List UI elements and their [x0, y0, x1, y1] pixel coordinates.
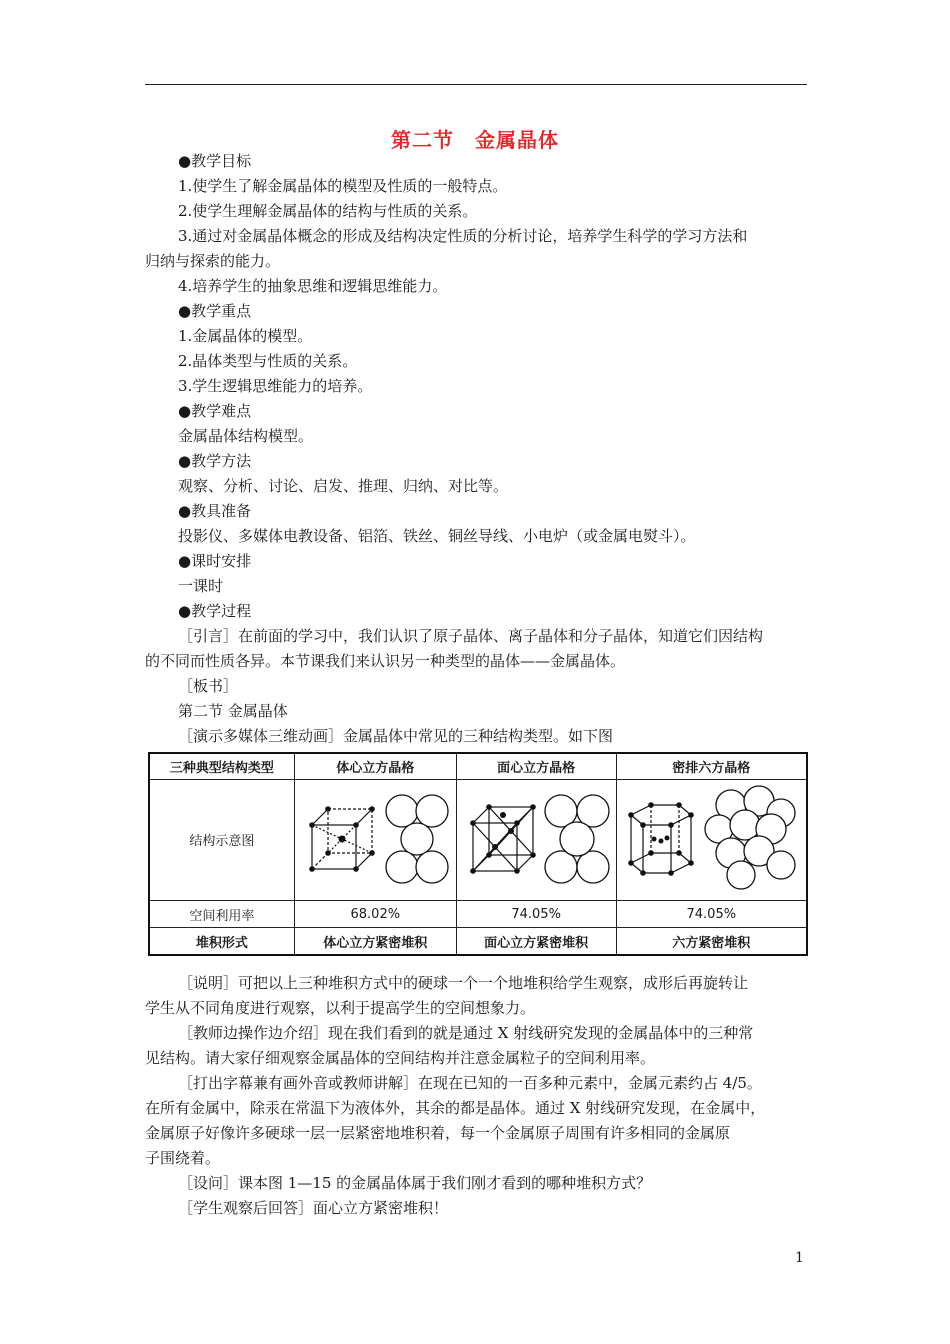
header-hcp: 密排六方晶格: [616, 753, 807, 779]
keypoint-2: 2.晶体类型与性质的关系。: [178, 352, 358, 370]
page-title: 第二节 金属晶体: [391, 128, 559, 152]
demo-text: ［演示多媒体三维动画］金属晶体中常见的三种结构类型。如下图: [178, 727, 614, 745]
caption-line-3: 金属原子好像许多硬球一层一层紧密地堆积着，每一个金属原子周围有许多相同的金属原: [145, 1124, 731, 1142]
heading-methods: ●教学方法: [178, 452, 252, 470]
packing-hcp: 六方紧密堆积: [616, 928, 807, 955]
heading-process: ●教学过程: [178, 602, 252, 620]
rate-hcp: 74.05%: [616, 900, 807, 927]
keypoint-1: 1.金属晶体的模型。: [178, 327, 313, 345]
teacher-line-1: ［教师边操作边介绍］现在我们看到的就是通过 X 射线研究发现的金属晶体中的三种常: [178, 1024, 754, 1042]
keypoint-3: 3.学生逻辑思维能力的培养。: [178, 377, 373, 395]
rate-bcc: 68.02%: [294, 900, 456, 927]
rate-fcc: 74.05%: [456, 900, 616, 927]
methods-text: 观察、分析、讨论、启发、推理、归纳、对比等。: [178, 477, 509, 495]
board-label: ［板书］: [178, 677, 239, 695]
header-fcc: 面心立方晶格: [456, 753, 616, 779]
difficulty-text: 金属晶体结构模型。: [178, 427, 314, 445]
heading-difficulty: ●教学难点: [178, 402, 252, 420]
teacher-line-2: 见结构。请大家仔细观察金属晶体的空间结构并注意金属粒子的空间利用率。: [145, 1049, 656, 1067]
table-rate-row: [149, 900, 807, 927]
note-line-1: ［说明］可把以上三种堆积方式中的硬球一个一个地堆积给学生观察，成形后再旋转让: [178, 974, 749, 992]
heading-schedule: ●课时安排: [178, 552, 252, 570]
caption-line-1: ［打出字幕兼有画外音或教师讲解］在现在已知的一百多种元素中，金属元素约占 4/5。: [178, 1074, 762, 1092]
page-number: 1: [795, 1250, 804, 1266]
note-line-2: 学生从不同角度进行观察，以利于提高学生的空间想象力。: [145, 999, 536, 1017]
table-packing-row: [149, 928, 807, 955]
goal-4: 4.培养学生的抽象思维和逻辑思维能力。: [178, 277, 448, 295]
structure-table: [148, 752, 808, 956]
table-diagram-row: [149, 779, 807, 900]
caption-line-2: 在所有金属中，除汞在常温下为液体外，其余的都是晶体。通过 X 射线研究发现，在金属中，: [145, 1099, 766, 1117]
header-structure-types: 三种典型结构类型: [149, 753, 294, 779]
header-rule: [145, 84, 807, 85]
packing-bcc: 体心立方紧密堆积: [294, 928, 456, 955]
heading-tools: ●教具准备: [178, 502, 252, 520]
answer-text: ［学生观察后回答］面心立方紧密堆积！: [178, 1199, 449, 1217]
intro-line-1: ［引言］在前面的学习中，我们认识了原子晶体、离子晶体和分子晶体，知道它们因结构: [178, 627, 764, 645]
bcc-diagram-cell: [294, 779, 456, 900]
intro-line-2: 的不同而性质各异。本节课我们来认识另一种类型的晶体——金属晶体。: [145, 652, 626, 670]
board-text: 第二节 金属晶体: [178, 702, 288, 720]
fcc-diagram-cell: [456, 779, 616, 900]
bcc-diagram: [300, 783, 450, 893]
packing-fcc: 面心立方紧密堆积: [456, 928, 616, 955]
header-bcc: 体心立方晶格: [294, 753, 456, 779]
goal-3-cont: 归纳与探索的能力。: [145, 252, 281, 270]
tools-text: 投影仪、多媒体电教设备、铝箔、铁丝、铜丝导线、小电炉（或金属电熨斗）。: [178, 527, 696, 545]
question-text: ［设问］课本图 1—15 的金属晶体属于我们刚才看到的哪种堆积方式？: [178, 1174, 652, 1192]
goal-3: 3.通过对金属晶体概念的形成及结构决定性质的分析讨论，培养学生科学的学习方法和: [178, 227, 748, 245]
goal-1: 1.使学生了解金属晶体的模型及性质的一般特点。: [178, 177, 508, 195]
rate-label: 空间利用率: [149, 900, 294, 927]
goal-2: 2.使学生理解金属晶体的结构与性质的关系。: [178, 202, 478, 220]
hcp-diagram-cell: [616, 779, 807, 900]
diagram-label: 结构示意图: [149, 779, 294, 900]
heading-goals: ●教学目标: [178, 152, 252, 170]
schedule-text: 一课时: [178, 577, 224, 595]
caption-line-4: 子围绕着。: [145, 1149, 221, 1167]
table-header-row: [149, 753, 807, 779]
packing-label: 堆积形式: [149, 928, 294, 955]
fcc-diagram: [461, 783, 611, 893]
heading-keypoints: ●教学重点: [178, 302, 252, 320]
hcp-diagram: [621, 783, 801, 893]
